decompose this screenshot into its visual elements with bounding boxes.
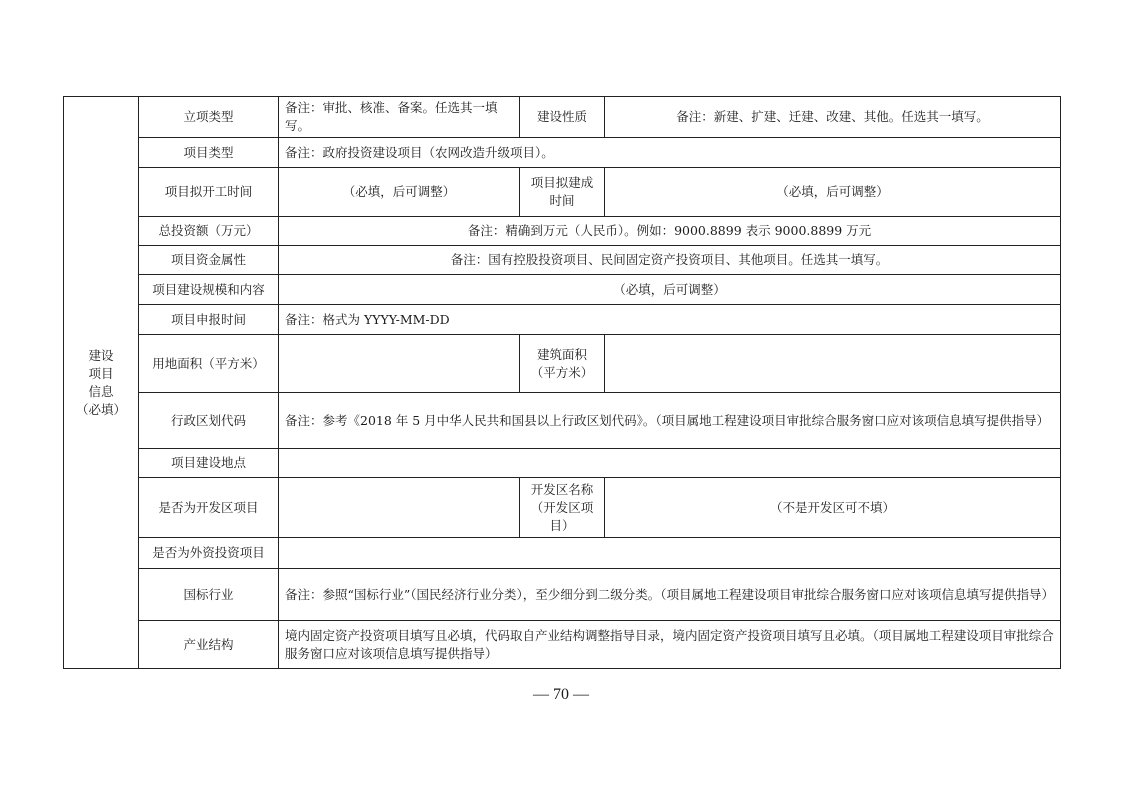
planned-completion-label-line: 时间 <box>549 193 575 208</box>
row-total-investment <box>64 217 1061 246</box>
admin-code-label: 行政区划代码 <box>139 393 279 449</box>
approval-type-value[interactable]: 备注：审批、核准、备案。任选其一填写。 <box>279 97 520 138</box>
admin-code-value[interactable]: 备注：参考《2018 年 5 月中华人民共和国县以上行政区划代码》。（项目属地工程建设项目审批综合服务窗口应对该项信息填写提供指导） <box>279 393 1061 449</box>
land-area-value[interactable] <box>279 335 520 393</box>
industry-label: 国标行业 <box>139 569 279 621</box>
location-value[interactable] <box>279 449 1061 478</box>
project-type-label: 项目类型 <box>139 138 279 168</box>
planned-start-label: 项目拟开工时间 <box>139 168 279 217</box>
building-area-value[interactable] <box>605 335 1061 393</box>
foreign-investment-value[interactable] <box>279 538 1061 569</box>
row-planned-start <box>64 168 1061 217</box>
total-investment-value[interactable]: 备注：精确到万元（人民币）。例如：9000.8899 表示 9000.8899 万元 <box>279 217 1061 246</box>
row-industry <box>64 569 1061 621</box>
section-label-line: 建设 <box>88 347 114 363</box>
dev-zone-name-label-line: 目） <box>549 517 575 533</box>
project-info-table <box>63 96 1061 669</box>
row-project-type <box>64 138 1061 168</box>
planned-completion-value[interactable]: （必填，后可调整） <box>605 168 1061 217</box>
industry-structure-value[interactable]: 境内固定资产投资项目填写且必填，代码取自产业结构调整指导目录，境内固定资产投资项目填写且必填。（项目属地工程建设项目审批综合服务窗口应对该项信息填写提供指导） <box>279 621 1061 669</box>
row-industry-structure <box>64 621 1061 669</box>
foreign-investment-label: 是否为外资投资项目 <box>139 538 279 569</box>
section-label-line: 项目 <box>88 365 114 381</box>
section-label-line: 信息 <box>88 383 114 399</box>
dev-zone-value[interactable] <box>279 478 520 538</box>
fund-attribute-value[interactable]: 备注：国有控股投资项目、民间固定资产投资项目、其他项目。任选其一填写。 <box>279 246 1061 275</box>
construction-nature-value[interactable]: 备注：新建、扩建、迁建、改建、其他。任选其一填写。 <box>605 97 1061 138</box>
construction-nature-label: 建设性质 <box>520 97 605 138</box>
row-approval-type <box>64 97 1061 138</box>
section-label-line: （必填） <box>75 401 126 417</box>
fund-attribute-label: 项目资金属性 <box>139 246 279 275</box>
industry-value[interactable]: 备注：参照“国标行业”（国民经济行业分类），至少细分到二级分类。（项目属地工程建设项目审批综合服务窗口应对该项信息填写提供指导） <box>279 569 1061 621</box>
scale-content-value[interactable]: （必填，后可调整） <box>279 275 1061 305</box>
project-type-value[interactable]: 备注：政府投资建设项目（农网改造升级项目）。 <box>279 138 1061 168</box>
section-label <box>64 97 139 669</box>
location-label: 项目建设地点 <box>139 449 279 478</box>
row-location <box>64 449 1061 478</box>
page-number: — 70 — <box>533 686 589 703</box>
row-declare-time <box>64 305 1061 335</box>
dev-zone-name-label-line: 开发区名称 <box>530 481 594 497</box>
declare-time-value[interactable]: 备注：格式为 YYYY-MM-DD <box>279 305 1061 335</box>
row-dev-zone <box>64 478 1061 538</box>
planned-start-value[interactable]: （必填，后可调整） <box>279 168 520 217</box>
total-investment-label: 总投资额（万元） <box>139 217 279 246</box>
planned-completion-label-line: 项目拟建成 <box>530 175 594 190</box>
building-area-label-line: （平方米） <box>530 364 594 380</box>
industry-structure-label: 产业结构 <box>139 621 279 669</box>
scale-content-label: 项目建设规模和内容 <box>139 275 279 305</box>
dev-zone-name-label <box>520 478 605 538</box>
row-scale-content <box>64 275 1061 305</box>
approval-type-label: 立项类型 <box>139 97 279 138</box>
planned-completion-label <box>520 168 605 217</box>
row-land-area <box>64 335 1061 393</box>
building-area-label-line: 建筑面积 <box>536 346 587 362</box>
row-fund-attribute <box>64 246 1061 275</box>
dev-zone-label: 是否为开发区项目 <box>139 478 279 538</box>
land-area-label: 用地面积（平方米） <box>139 335 279 393</box>
dev-zone-name-label-line: （开发区项 <box>530 499 594 515</box>
dev-zone-name-value[interactable]: （不是开发区可不填） <box>605 478 1061 538</box>
building-area-label <box>520 335 605 393</box>
declare-time-label: 项目申报时间 <box>139 305 279 335</box>
row-admin-code <box>64 393 1061 449</box>
row-foreign-investment <box>64 538 1061 569</box>
